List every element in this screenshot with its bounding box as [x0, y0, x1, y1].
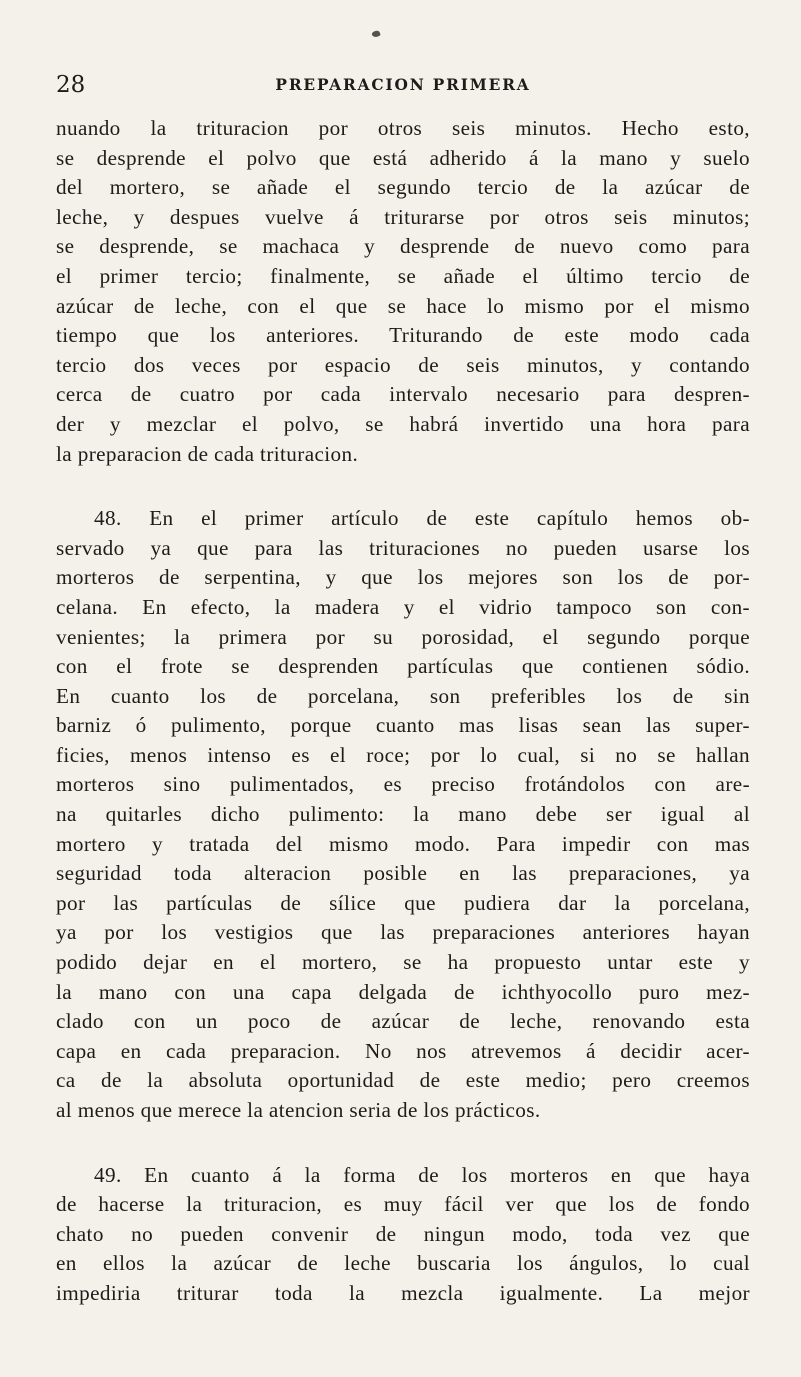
text-line: ficies, menos intenso es el roce; por lo cual, si no se hallan	[56, 742, 750, 767]
running-head: PREPARACION PRIMERA	[275, 75, 531, 94]
paragraph-spacer	[56, 469, 750, 504]
text-line: clado con un poco de azúcar de leche, renovando esta	[56, 1009, 750, 1034]
text-line: celana. En efecto, la madera y el vidrio tampoco son con-	[56, 594, 750, 619]
text-line: con el frote se desprenden partículas que contienen sódio.	[56, 654, 750, 679]
text-line: podido dejar en el mortero, se ha propuesto untar este y	[56, 950, 750, 975]
text-line: na quitarles dicho pulimento: la mano debe ser igual al	[56, 802, 750, 827]
text-line: ca de la absoluta oportunidad de este medio; pero creemos	[56, 1068, 750, 1093]
text-line: tiempo que los anteriores. Triturando de este modo cada	[56, 323, 750, 348]
text-line: el primer tercio; finalmente, se añade el último tercio de	[56, 263, 750, 288]
text-line: morteros de serpentina, y que los mejores son los de por-	[56, 565, 750, 590]
text-line: cerca de cuatro por cada intervalo necesario para despren-	[56, 382, 750, 407]
text-line: morteros sino pulimentados, es preciso frotándolos con are-	[56, 772, 750, 797]
text-line: tercio dos veces por espacio de seis minutos, y contando	[56, 352, 750, 377]
text-line: servado ya que para las trituraciones no pueden usarse los	[56, 535, 750, 560]
text-line: por las partículas de sílice que pudiera dar la porcelana,	[56, 890, 750, 915]
text-line: de hacerse la trituracion, es muy fácil ver que los de fondo	[56, 1192, 750, 1217]
text-line: En cuanto los de porcelana, son preferibles los de sin	[56, 683, 750, 708]
paragraph-49	[56, 1161, 750, 1309]
text-line: chato no pueden convenir de ningun modo, toda vez que	[56, 1221, 750, 1246]
text-line: del mortero, se añade el segundo tercio de la azúcar de	[56, 175, 750, 200]
text-line: 49. En cuanto á la forma de los morteros en que haya	[94, 1162, 750, 1187]
body-text	[56, 114, 750, 1309]
text-line: en ellos la azúcar de leche buscaria los ángulos, lo cual	[56, 1251, 750, 1276]
paragraph-spacer	[56, 1126, 750, 1161]
text-line: se desprende, se machaca y desprende de nuevo como para	[56, 234, 750, 259]
page-header	[56, 70, 750, 108]
text-line: mortero y tratada del mismo modo. Para impedir con mas	[56, 831, 750, 856]
text-line: la mano con una capa delgada de ichthyocollo puro mez-	[56, 979, 750, 1004]
text-line: al menos que merece la atencion seria de los prácticos.	[56, 1098, 541, 1122]
ink-speck	[371, 30, 381, 39]
text-line: capa en cada preparacion. No nos atrevemos á decidir acer-	[56, 1038, 750, 1063]
text-line: leche, y despues vuelve á triturarse por otros seis minutos;	[56, 204, 750, 229]
text-line: venientes; la primera por su porosidad, el segundo porque	[56, 624, 750, 649]
text-line: impediria triturar toda la mezcla igualmente. La mejor	[56, 1280, 750, 1305]
page-number: 28	[56, 72, 86, 98]
text-line: nuando la trituracion por otros seis minutos. Hecho esto,	[56, 116, 750, 140]
text-line: se desprende el polvo que está adherido á la mano y suelo	[56, 145, 750, 170]
paragraph-continuation	[56, 114, 750, 469]
text-line: ya por los vestigios que las preparaciones anteriores hayan	[56, 920, 750, 945]
text-line: azúcar de leche, con el que se hace lo mismo por el mismo	[56, 293, 750, 318]
text-line: barniz ó pulimento, porque cuanto mas lisas sean las super-	[56, 713, 750, 738]
paragraph-48	[56, 504, 750, 1125]
text-line: 48. En el primer artículo de este capítulo hemos ob-	[94, 506, 750, 531]
text-line: der y mezclar el polvo, se habrá invertido una hora para	[56, 411, 750, 436]
text-line: la preparacion de cada trituracion.	[56, 441, 359, 466]
text-line: seguridad toda alteracion posible en las preparaciones, ya	[56, 861, 750, 886]
